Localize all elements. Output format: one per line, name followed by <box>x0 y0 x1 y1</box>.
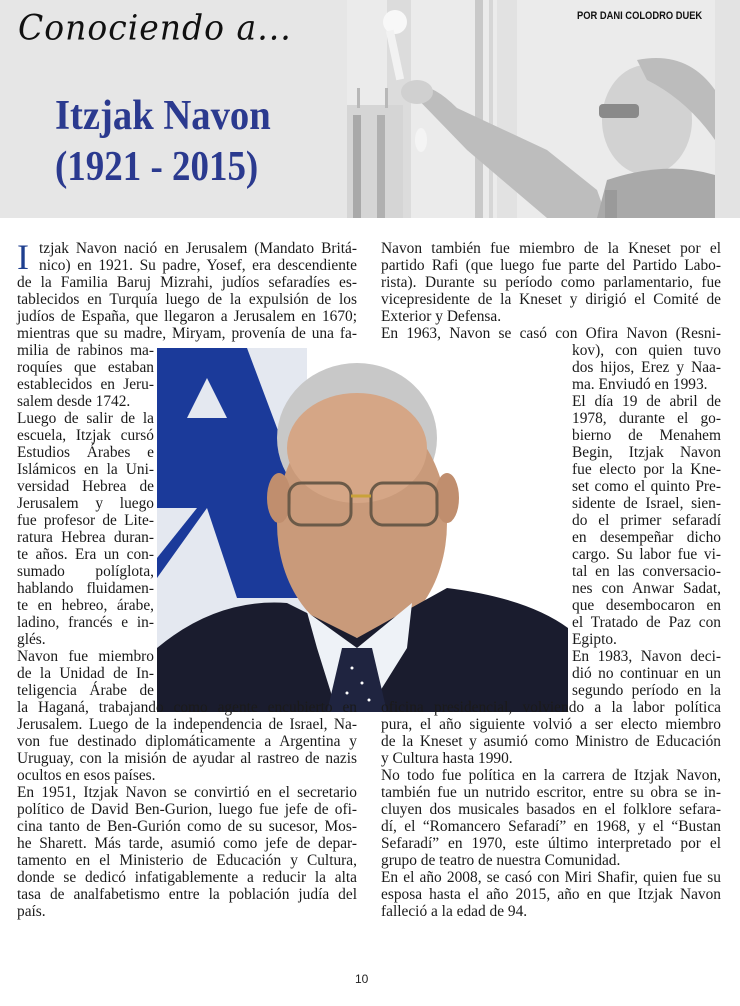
text-line: set como el quinto Pre- <box>572 478 721 495</box>
text-line: Estudios Árabes e <box>17 444 154 461</box>
text-line: partido Rafi (que luego fue parte del Partido Labo- <box>381 257 721 274</box>
text-line: pura, el año siguiente volvió a ser electo miembro <box>381 716 721 733</box>
text-line: y Cultura hasta 1990. <box>381 750 513 767</box>
section-kicker: Conociendo a... <box>18 7 292 48</box>
text-line: Sefaradí” en 1970, este último interpretado por el <box>381 835 721 852</box>
text-line: fue electo por la Kne- <box>572 461 721 478</box>
text-line: establecidos en Jeru- <box>17 376 154 393</box>
text-line: Navon también fue miembro de la Kneset por el <box>381 240 721 257</box>
text-line: von fue destinado diplomáticamente a Argentina y <box>17 733 357 750</box>
text-line: segundo período en la <box>572 682 721 699</box>
text-line: En el año 2008, se casó con Miri Shafir, quien fue su <box>381 869 721 886</box>
text-line: Islámicos en la Uni- <box>17 461 154 478</box>
text-line: te en hebreo, árabe, <box>17 597 154 614</box>
text-line: sumado políglota, <box>17 563 154 580</box>
text-line: te años. Era un con- <box>17 546 154 563</box>
header-photo-candle-lighting <box>347 0 715 218</box>
text-line: salem desde 1742. <box>17 393 131 410</box>
text-line: Uruguay, con la misión de ayudar al rastreo de nazis <box>17 750 357 767</box>
article-title: Itzjak Navon <box>55 93 271 139</box>
text-line: cargo. Su labor fue vi- <box>572 546 721 563</box>
drop-cap: I <box>17 237 29 277</box>
text-line: cina tanto de Ben-Gurión como de su sucesor, Mos- <box>17 818 357 835</box>
text-line: de la Unidad de In- <box>17 665 154 682</box>
text-line: En 1951, Itzjak Navon se convirtió en el secretario <box>17 784 357 801</box>
text-line: cluyen dos musicales basados en el folklore sefara- <box>381 801 721 818</box>
text-line: nico) en 1921. Su padre, Yosef, era descendiente <box>39 257 357 274</box>
text-line: do el primer sefaradí <box>572 512 721 529</box>
header-banner <box>0 0 740 218</box>
text-line: país. <box>17 903 46 920</box>
text-line: mientras que su madre, Miryam, provenía de una fa- <box>17 325 357 342</box>
text-line: bierno de Menahem <box>572 427 721 444</box>
text-line: nes con Anwar Sadat, <box>572 580 721 597</box>
text-line: Jerusalem y luego <box>17 495 154 512</box>
text-line: oficina presidencial, volviendo a la labor política <box>381 699 721 716</box>
text-line: Navon fue miembro <box>17 648 154 665</box>
text-line: dió no continuar en un <box>572 665 721 682</box>
article-dates: (1921 - 2015) <box>55 144 259 190</box>
text-line: ma. Enviudó en 1993. <box>572 376 708 393</box>
text-line: En 1963, Navon se casó con Ofira Navon (Resni- <box>381 325 721 342</box>
text-line: escuela, Itzjak cursó <box>17 427 154 444</box>
header-photo-illustration <box>347 0 715 218</box>
header-right-strip <box>715 0 740 218</box>
text-line: versidad Hebrea de <box>17 478 154 495</box>
text-line: ratura Hebrea duran- <box>17 529 154 546</box>
text-line: tamento en el Ministerio de Educación y Cultura, <box>17 852 357 869</box>
text-line: Egipto. <box>572 631 617 648</box>
text-line: glés. <box>17 631 46 648</box>
text-line: rista). Durante su período como parlamentario, fue <box>381 274 721 291</box>
text-line: en desempeñar dicho <box>572 529 721 546</box>
text-line: que desembocaron en <box>572 597 721 614</box>
text-line: kov), con quien tuvo <box>572 342 721 359</box>
text-line: No todo fue política en la carrera de Itzjak Navon, <box>381 767 721 784</box>
text-line: teligencia Árabe de <box>17 682 154 699</box>
text-line: donde se dedicó infatigablemente a reducir la alta <box>17 869 357 886</box>
text-line: fue profesor de Lite- <box>17 512 154 529</box>
text-line: tal en las conversacio- <box>572 563 721 580</box>
text-line: Exterior y Defensa. <box>381 308 502 325</box>
text-line: político de David Ben-Gurion, luego fue jefe de ofi- <box>17 801 357 818</box>
text-line: he Sharett. Más tarde, asumió como jefe de depar- <box>17 835 357 852</box>
text-line: de la Familia Baruj Mizrahi, judíos sefaradíes es- <box>17 274 357 291</box>
text-line: vicepresidente de la Kneset y dirigió el Comité de <box>381 291 721 308</box>
text-line: dos hijos, Erez y Naa- <box>572 359 721 376</box>
text-line: En 1983, Navon deci- <box>572 648 721 665</box>
text-line: Begin, Itzjak Navon <box>572 444 721 461</box>
author-byline: POR DANI COLODRO DUEK <box>577 10 703 22</box>
text-line: roquíes que estaban <box>17 359 154 376</box>
text-line: dí, el “Romancero Sefaradí” en 1968, y el “Bustan <box>381 818 721 835</box>
page-number: 10 <box>355 972 369 986</box>
text-line: tzjak Navon nació en Jerusalem (Mandato Britá- <box>39 240 357 257</box>
text-line: grupo de teatro de nuestra Comunidad. <box>381 852 621 869</box>
text-line: ocultos en esos países. <box>17 767 156 784</box>
text-line: judíos de España, que llegaron a Jerusalem en 1670; <box>17 308 357 325</box>
text-line: esposa hasta el año 2015, año en que Itzjak Navon <box>381 886 721 903</box>
text-line: tablecidos en Turquía luego de la expulsión de los <box>17 291 357 308</box>
text-line: sidente de Israel, sien- <box>572 495 721 512</box>
text-line: falleció a la edad de 94. <box>381 903 528 920</box>
text-line: de la Kneset y asumió como Ministro de Educación <box>381 733 721 750</box>
text-line: Jerusalem. Luego de la independencia de Israel, Na- <box>17 716 357 733</box>
portrait-illustration <box>157 348 568 712</box>
text-line: El día 19 de abril de <box>572 393 721 410</box>
text-line: 1978, durante el go- <box>572 410 721 427</box>
portrait-photo <box>157 348 568 712</box>
text-line: la Haganá, trabajando como agente encubierto en <box>17 699 357 716</box>
text-line: también fue un nutrido escritor, entre su obra se in- <box>381 784 721 801</box>
text-line: milia de rabinos ma- <box>17 342 154 359</box>
text-line: ladino, francés e in- <box>17 614 154 631</box>
text-line: hablando fluidamen- <box>17 580 154 597</box>
text-line: el Tratado de Paz con <box>572 614 721 631</box>
text-line: tasa de analfabetismo entre la población judía del <box>17 886 357 903</box>
text-line: Luego de salir de la <box>17 410 154 427</box>
